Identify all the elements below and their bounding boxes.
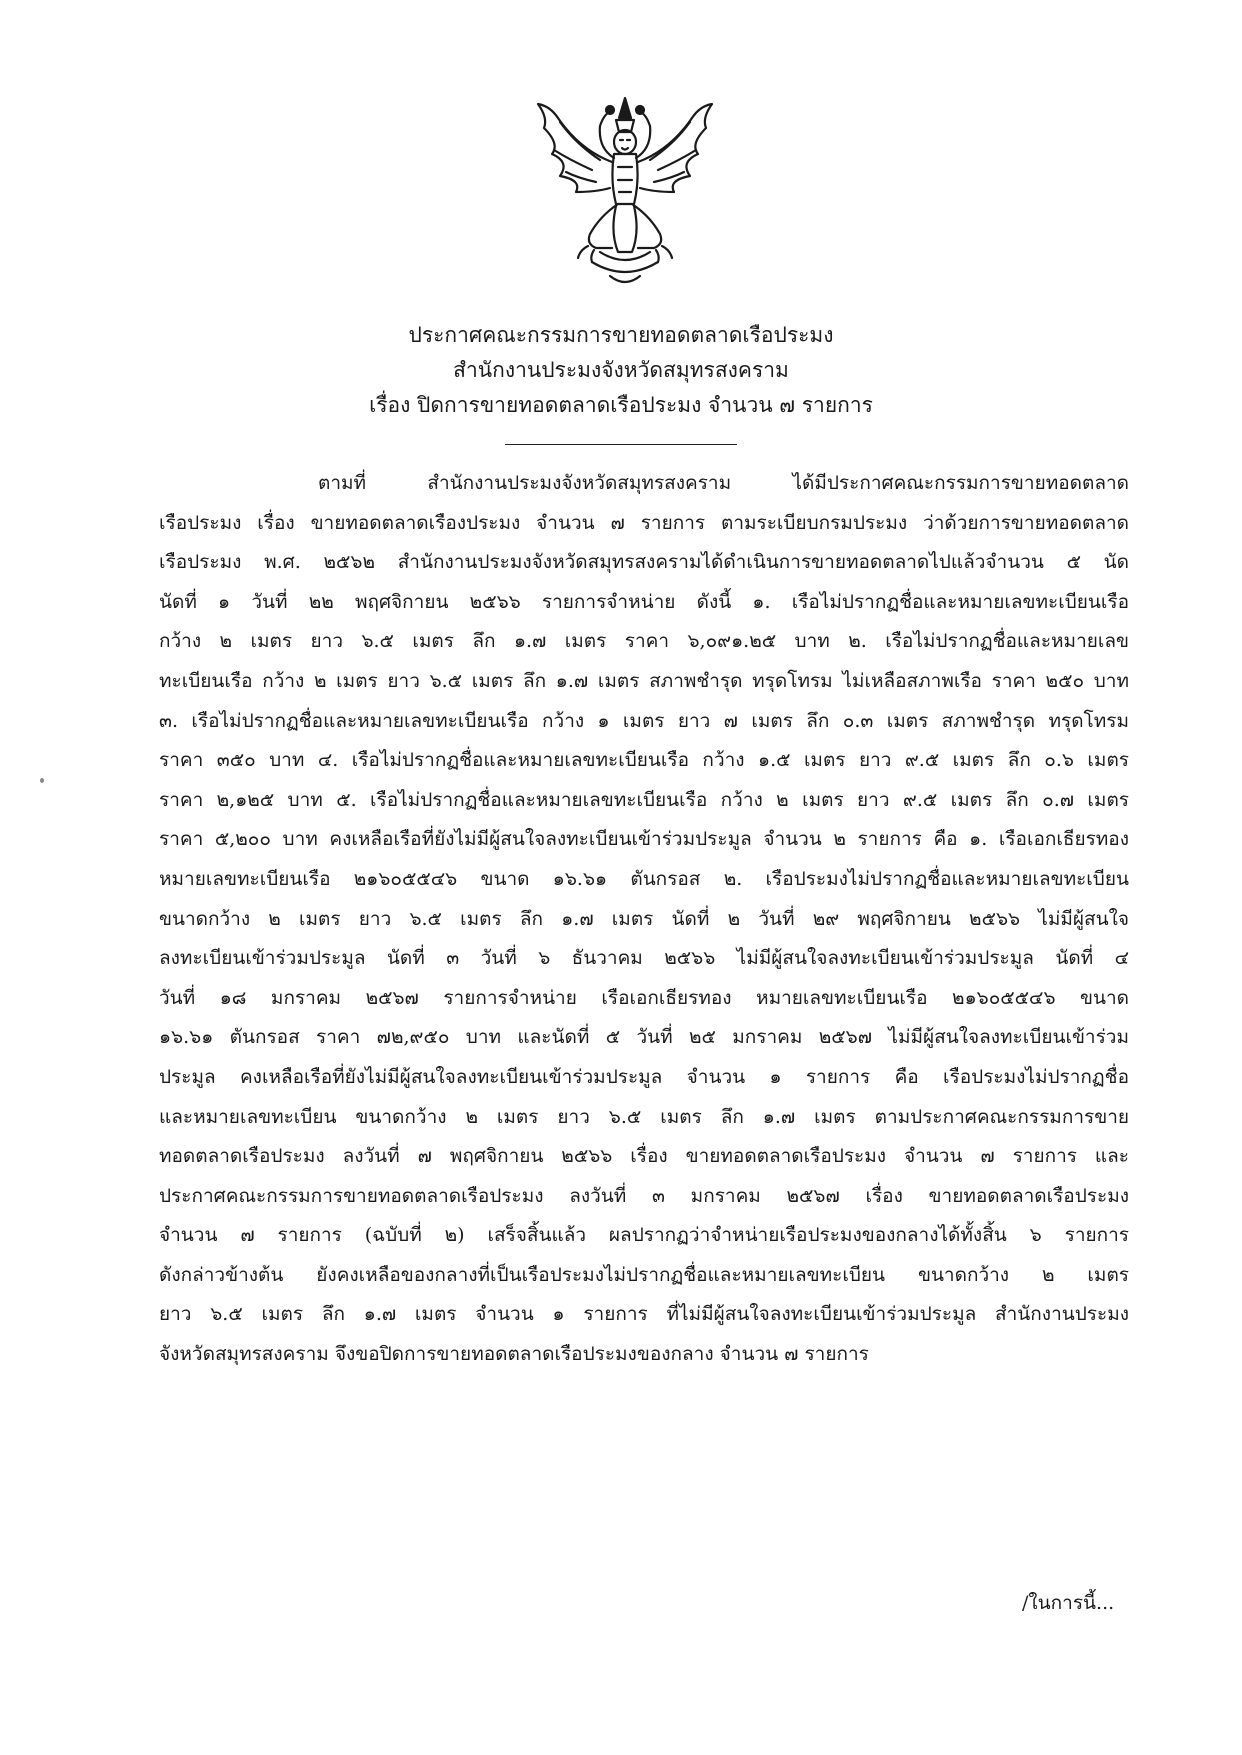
body-line: ดังกล่าวข้างต้น ยังคงเหลือของกลางที่เป็นเรือประมงไม่ปรากฏชื่อและหมายเลขทะเบียน ขนาดกว้าง ๒ เมตร: [159, 1263, 1129, 1286]
body-line: ตามที่ สำนักงานประมงจังหวัดสมุทรสงคราม ได้มีประกาศคณะกรรมการขายทอดตลาด: [318, 472, 1129, 494]
body-line: ทอดตลาดเรือประมง ลงวันที่ ๗ พฤศจิกายน ๒๕๖๖ เรื่อง ขายทอดตลาดเรือประมง จำนวน ๗ รายการ และ: [159, 1145, 1129, 1168]
body-line: ขนาดกว้าง ๒ เมตร ยาว ๖.๕ เมตร ลึก ๑.๗ เมตร นัดที่ ๒ วันที่ ๒๙ พฤศจิกายน ๒๕๖๖ ไม่มีผู้สนใจ: [159, 907, 1129, 930]
body-line: ลงทะเบียนเข้าร่วมประมูล นัดที่ ๓ วันที่ ๖ ธันวาคม ๒๕๖๖ ไม่มีผู้สนใจลงทะเบียนเข้าร่วมประมูล นัดที่ ๔: [159, 947, 1129, 970]
body-line: จังหวัดสมุทรสงคราม จึงขอปิดการขายทอดตลาดเรือประมงของกลาง จำนวน ๗ รายการ: [159, 1343, 869, 1366]
body-line: ราคา ๕,๒๐๐ บาท คงเหลือเรือที่ยังไม่มีผู้สนใจลงทะเบียนเข้าร่วมประมูล จำนวน ๒ รายการ คือ ๑. เรือเอกเธียรทอง: [159, 828, 1129, 851]
body-line: ราคา ๒,๑๒๕ บาท ๕. เรือไม่ปรากฏชื่อและหมายเลขทะเบียนเรือ กว้าง ๒ เมตร ยาว ๙.๕ เมตร ลึก ๐.๗ เมตร: [159, 788, 1129, 811]
body-line: ประมูล คงเหลือเรือที่ยังไม่มีผู้สนใจลงทะเบียนเข้าร่วมประมูล จำนวน ๑ รายการ คือ เรือประมงไม่ปรากฏชื่อ: [159, 1065, 1129, 1088]
body-line: กว้าง ๒ เมตร ยาว ๖.๕ เมตร ลึก ๑.๗ เมตร ราคา ๖,๐๙๑.๒๕ บาท ๒. เรือไม่ปรากฏชื่อและหมายเลข: [159, 630, 1129, 653]
announcement-header: [300, 318, 942, 423]
body-line: ๓. เรือไม่ปรากฏชื่อและหมายเลขทะเบียนเรือ กว้าง ๑ เมตร ยาว ๗ เมตร ลึก ๐.๓ เมตร สภาพชำรุด ทรุดโทรม: [159, 709, 1129, 732]
body-line: จำนวน ๗ รายการ (ฉบับที่ ๒) เสร็จสิ้นแล้ว ผลปรากฏว่าจำหน่ายเรือประมงของกลางได้ทั้งสิ้น ๖ รายการ: [159, 1224, 1129, 1247]
body-line: และหมายเลขทะเบียน ขนาดกว้าง ๒ เมตร ยาว ๖.๕ เมตร ลึก ๑.๗ เมตร ตามประกาศคณะกรรมการขาย: [159, 1105, 1129, 1128]
continuation-marker: /ในการนี้...: [1022, 1592, 1115, 1614]
body-line: หมายเลขทะเบียนเรือ ๒๑๖๐๕๕๔๖ ขนาด ๑๖.๖๑ ตันกรอส ๒. เรือประมงไม่ปรากฏชื่อและหมายเลขทะเบียน: [159, 867, 1129, 890]
announcement-body: [159, 464, 1129, 1375]
header-line-committee: ประกาศคณะกรรมการขายทอดตลาดเรือประมง: [408, 323, 834, 347]
scan-speck: [40, 778, 44, 783]
body-line: ทะเบียนเรือ กว้าง ๒ เมตร ยาว ๖.๕ เมตร ลึก ๑.๗ เมตร สภาพชำรุด ทรุดโทรม ไม่เหลือสภาพเรือ ราคา ๒๕๐ บาท: [159, 669, 1129, 692]
body-line: ยาว ๖.๕ เมตร ลึก ๑.๗ เมตร จำนวน ๑ รายการ ที่ไม่มีผู้สนใจลงทะเบียนเข้าร่วมประมูล สำนักงานประมง: [159, 1303, 1129, 1326]
body-line: ราคา ๓๕๐ บาท ๔. เรือไม่ปรากฏชื่อและหมายเลขทะเบียนเรือ กว้าง ๑.๕ เมตร ยาว ๙.๕ เมตร ลึก ๐.๖ เมตร: [159, 749, 1129, 772]
garuda-emblem-icon: [530, 92, 720, 292]
body-line: ๑๖.๖๑ ตันกรอส ราคา ๗๒,๙๕๐ บาท และนัดที่ ๕ วันที่ ๒๕ มกราคม ๒๕๖๗ ไม่มีผู้สนใจลงทะเบียนเข้าร่วม: [159, 1026, 1129, 1049]
body-line: เรือประมง เรื่อง ขายทอดตลาดเรืองประมง จำนวน ๗ รายการ ตามระเบียบกรมประมง ว่าด้วยการขายทอดตลาด: [159, 511, 1129, 534]
body-line: วันที่ ๑๘ มกราคม ๒๕๖๗ รายการจำหน่าย เรือเอกเธียรทอง หมายเลขทะเบียนเรือ ๒๑๖๐๕๕๔๖ ขนาด: [159, 986, 1129, 1009]
body-line: นัดที่ ๑ วันที่ ๒๒ พฤศจิกายน ๒๕๖๖ รายการจำหน่าย ดังนี้ ๑. เรือไม่ปรากฏชื่อและหมายเลขทะเบียนเรือ: [159, 590, 1129, 613]
header-line-subject: เรื่อง ปิดการขายทอดตลาดเรือประมง จำนวน ๗ รายการ: [369, 393, 873, 417]
header-divider: [505, 444, 737, 445]
header-line-office: สำนักงานประมงจังหวัดสมุทรสงคราม: [453, 358, 789, 382]
body-line: ประกาศคณะกรรมการขายทอดตลาดเรือประมง ลงวันที่ ๓ มกราคม ๒๕๖๗ เรื่อง ขายทอดตลาดเรือประมง: [159, 1184, 1129, 1207]
body-line: เรือประมง พ.ศ. ๒๕๖๒ สำนักงานประมงจังหวัดสมุทรสงครามได้ดำเนินการขายทอดตลาดไปแล้วจำนวน ๕ นัด: [159, 551, 1129, 574]
